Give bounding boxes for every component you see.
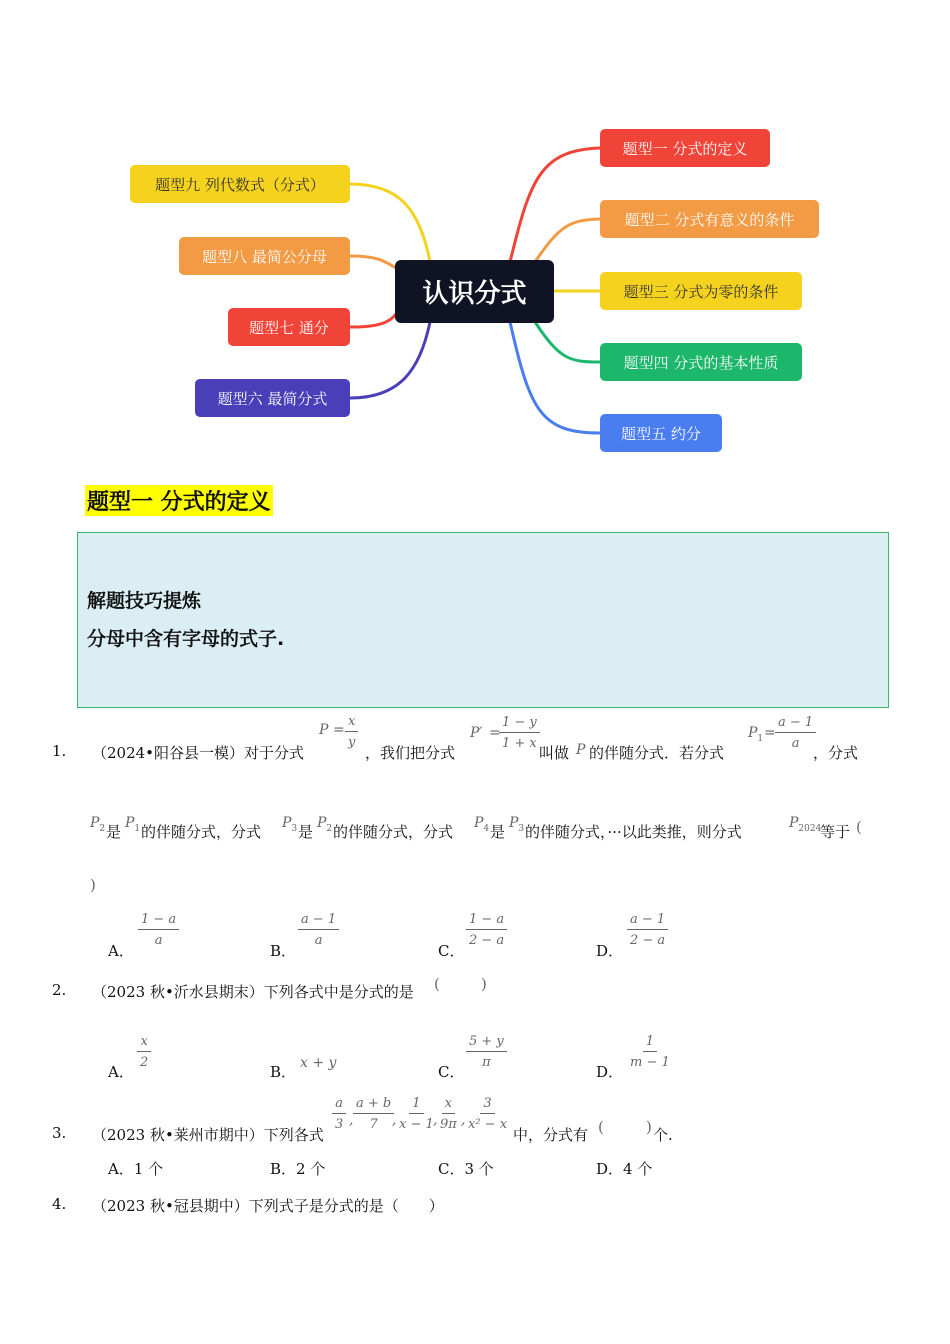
q3-comma-3: , <box>433 1112 438 1128</box>
q1-math-P2b: $P_2$ <box>317 815 333 834</box>
q3-option-c[interactable]: C．3 个 <box>438 1160 494 1178</box>
q3-frac-1-over-x1: $\frac{1}{x - 1}$ <box>399 1096 434 1132</box>
tip-title: 解题技巧提炼 <box>87 590 202 612</box>
q2-number: 2. <box>52 981 67 999</box>
q1-math-eq3: = <box>764 725 776 741</box>
q1-frac-companion: $\frac{1 - y}{1 + x}$ <box>499 716 540 750</box>
mindmap-node-t6: 题型六 最简分式 <box>195 379 350 417</box>
q1-rparen: ) <box>90 876 96 894</box>
q2-text: （2023 秋•沂水县期末）下列各式中是分式的是 <box>92 983 414 1001</box>
q3-frac-a-over-3: $\frac{a}{3}$ <box>332 1097 346 1131</box>
q1-math-eq2: = <box>489 725 501 741</box>
q1-option-b-label[interactable]: B． <box>270 942 297 960</box>
q2-option-c-frac: $\frac{5 + y}{\pi}$ <box>466 1035 507 1069</box>
q4-text: （2023 秋•冠县期中）下列式子是分式的是（ ） <box>92 1197 444 1215</box>
q1-text-4: ，分式 <box>813 744 859 762</box>
q1-text-1: ，我们把分式 <box>365 744 456 762</box>
mindmap-node-t3: 题型三 分式为零的条件 <box>600 272 802 310</box>
mindmap-center: 认识分式 <box>395 260 554 323</box>
mindmap-node-t1: 题型一 分式的定义 <box>600 129 770 167</box>
q3-option-d[interactable]: D．4 个 <box>596 1160 653 1178</box>
q1-option-d-frac: $\frac{a - 1}{2 - a}$ <box>627 913 668 947</box>
mindmap-node-t9: 题型九 列代数式（分式） <box>130 165 350 203</box>
q1-math-P3: $P_3$ <box>282 815 298 834</box>
q2-option-d-label[interactable]: D． <box>596 1063 624 1081</box>
q3-number: 3. <box>52 1124 67 1142</box>
q1-option-a-frac: $\frac{1 - a}{a}$ <box>138 913 179 947</box>
q1-math-P4: $P_4$ <box>474 815 490 834</box>
q3-frac-x-over-9pi: $\frac{x}{9\pi}$ <box>440 1096 457 1132</box>
q2-lparen: ( <box>434 975 440 993</box>
q1-frac-a1-over-a: $\frac{a - 1}{a}$ <box>775 716 816 750</box>
q2-rparen: ) <box>481 975 487 993</box>
mindmap-node-t4: 题型四 分式的基本性质 <box>600 343 802 381</box>
q2-option-a-label[interactable]: A． <box>108 1063 134 1081</box>
tip-box <box>77 532 889 708</box>
q1-line2-3: 是 <box>298 823 314 841</box>
mindmap-node-t5: 题型五 约分 <box>600 414 722 452</box>
tip-body: 分母中含有字母的式子. <box>87 628 285 650</box>
q1-text-2: 叫做 <box>539 744 570 762</box>
q3-option-a[interactable]: A．1 个 <box>108 1160 164 1178</box>
q1-frac-x-over-y: $\frac{x}{y}$ <box>345 715 358 749</box>
q2-option-c-label[interactable]: C． <box>438 1063 465 1081</box>
q3-rparen: ) <box>646 1118 652 1136</box>
q4-number: 4. <box>52 1195 67 1213</box>
q1-option-c-frac: $\frac{1 - a}{2 - a}$ <box>466 913 507 947</box>
q3-frac-3-over-x2x: $\frac{3}{\text{x² − x}}$ <box>468 1096 508 1132</box>
q1-option-b-frac: $\frac{a - 1}{a}$ <box>298 913 339 947</box>
q3-lparen: ( <box>598 1118 604 1136</box>
q1-line2-5: 是 <box>490 823 506 841</box>
mindmap-node-t7: 题型七 通分 <box>228 308 350 346</box>
q1-line2-2: 的伴随分式，分式 <box>141 823 262 841</box>
q1-line2-7: 等于 <box>820 823 851 841</box>
q1-option-d-label[interactable]: D． <box>596 942 624 960</box>
q3-text-2: 中，分式有 <box>513 1126 589 1144</box>
q2-option-a-frac: $\frac{x}{2}$ <box>137 1035 151 1069</box>
q1-math-P: P <box>319 722 329 738</box>
q1-line2-1: 是 <box>106 823 122 841</box>
q3-comma-1: , <box>349 1112 354 1128</box>
q1-option-a-label[interactable]: A． <box>108 942 134 960</box>
q2-option-b-label[interactable]: B． <box>270 1063 297 1081</box>
q3-comma-4: , <box>461 1112 466 1128</box>
q1-math-P1b: $P_1$ <box>125 815 141 834</box>
q1-line2-6: 的伴随分式，···以此类推，则分式 <box>525 823 742 841</box>
q1-line2-4: 的伴随分式，分式 <box>333 823 454 841</box>
q1-text-3: 的伴随分式．若分式 <box>589 744 725 762</box>
q3-comma-2: , <box>392 1112 397 1128</box>
q2-option-b-expr: x + y <box>300 1055 337 1071</box>
q1-math-P2024: $P_{2024}$ <box>789 815 822 834</box>
q1-math-P3b: $P_3$ <box>509 815 525 834</box>
q1-source: （2024•阳谷县一模）对于分式 <box>92 744 305 762</box>
q2-option-d-frac: $\frac{1}{m - 1}$ <box>630 1034 670 1070</box>
q1-math-Pp: P′ <box>470 725 483 741</box>
q1-math-eq: = <box>333 722 345 738</box>
q1-lparen: ( <box>856 818 862 836</box>
q3-frac-ab-over-7: $\frac{a + b}{7}$ <box>353 1097 394 1131</box>
q3-text-3: 个. <box>653 1126 673 1144</box>
q1-number: 1. <box>52 742 67 760</box>
mindmap-node-t8: 题型八 最简公分母 <box>179 237 350 275</box>
q1-math-P-2: P <box>576 742 586 758</box>
q1-math-P2: $P_2$ <box>90 815 106 834</box>
q3-option-b[interactable]: B．2 个 <box>270 1160 326 1178</box>
q1-option-c-label[interactable]: C． <box>438 942 465 960</box>
q1-math-P1: $P_1$ <box>748 725 764 744</box>
mindmap-node-t2: 题型二 分式有意义的条件 <box>600 200 819 238</box>
section-title: 题型一 分式的定义 <box>85 485 273 516</box>
q3-text: （2023 秋•莱州市期中）下列各式 <box>92 1126 324 1144</box>
